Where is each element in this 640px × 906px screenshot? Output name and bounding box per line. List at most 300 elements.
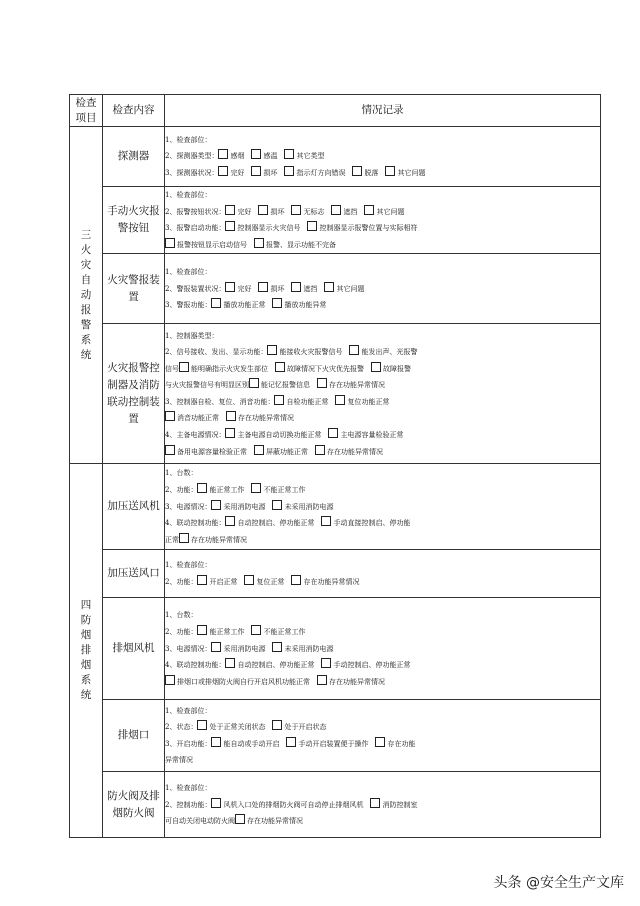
checkbox-square-icon[interactable]	[258, 205, 268, 215]
record-line	[165, 515, 600, 532]
record-line	[165, 657, 600, 674]
record-cell	[165, 550, 601, 598]
record-line	[165, 736, 600, 753]
record-text: 1、检查部位：	[165, 267, 212, 276]
checkbox-square-icon[interactable]	[364, 205, 374, 215]
record-line	[165, 574, 600, 591]
record-cell	[165, 772, 601, 838]
record-text: 2、信号接收、发出、显示功能：	[165, 348, 268, 357]
option-label: 复位正常	[256, 577, 285, 586]
record-text: 异常情况	[165, 756, 193, 765]
record-text: 2、状态：	[165, 723, 198, 732]
option-label: 风机入口处的排烟防火阀可自动停止排烟风机	[223, 800, 364, 809]
checkbox-option[interactable]	[275, 365, 364, 373]
record-line	[165, 132, 600, 149]
checkbox-option[interactable]	[317, 381, 385, 389]
record-text: 2、功能：	[165, 485, 198, 494]
inspection-item-name: 防火阀及排烟防火阀	[103, 772, 165, 838]
option-label: 报警、显示功能不完备	[266, 240, 336, 249]
option-label: 报警按钮显示启动信号	[177, 240, 247, 249]
checkbox-square-icon[interactable]	[335, 395, 345, 405]
checkbox-square-icon[interactable]	[317, 675, 327, 685]
record-text: 3、报警启动功能：	[165, 224, 226, 233]
option-label: 能正常工作	[209, 627, 245, 636]
checkbox-square-icon[interactable]	[225, 428, 235, 438]
table-row	[70, 598, 601, 700]
checkbox-option[interactable]	[225, 519, 314, 527]
checkbox-square-icon[interactable]	[225, 516, 235, 526]
record-text: 3、电源情况：	[165, 502, 212, 511]
option-label: 遮挡	[303, 284, 318, 293]
checkbox-option[interactable]	[315, 448, 383, 456]
option-label: 损坏	[270, 284, 285, 293]
checkbox-square-icon[interactable]	[272, 298, 282, 308]
checkbox-option[interactable]	[254, 448, 308, 456]
record-line	[165, 410, 600, 427]
checkbox-option[interactable]	[165, 414, 219, 422]
checkbox-square-icon[interactable]	[286, 737, 296, 747]
inspection-record-table	[69, 94, 601, 838]
checkbox-square-icon[interactable]	[218, 149, 228, 159]
checkbox-option[interactable]	[291, 578, 359, 586]
checkbox-square-icon[interactable]	[165, 411, 175, 421]
checkbox-option[interactable]	[272, 723, 326, 731]
checkbox-square-icon[interactable]	[226, 411, 236, 421]
option-label: 手动控制启、停功能正常	[333, 661, 411, 670]
checkbox-square-icon[interactable]	[197, 483, 207, 493]
checkbox-square-icon[interactable]	[251, 149, 261, 159]
checkbox-option[interactable]	[235, 817, 303, 825]
checkbox-square-icon[interactable]	[272, 720, 282, 730]
checkbox-square-icon[interactable]	[165, 675, 175, 685]
option-label: 存在功能异常情况	[329, 677, 385, 686]
checkbox-square-icon[interactable]	[349, 345, 359, 355]
record-cell	[165, 464, 601, 550]
checkbox-option[interactable]	[251, 628, 305, 636]
checkbox-option[interactable]	[267, 348, 342, 356]
checkbox-square-icon[interactable]	[244, 575, 254, 585]
checkbox-option[interactable]	[291, 285, 317, 293]
checkbox-option[interactable]	[317, 678, 385, 686]
checkbox-square-icon[interactable]	[254, 445, 264, 455]
record-text: 可自动关闭电动防火阀	[165, 817, 235, 826]
checkbox-square-icon[interactable]	[284, 166, 294, 176]
inspection-item-name: 加压送风机	[103, 464, 165, 550]
record-line	[165, 281, 600, 298]
checkbox-square-icon[interactable]	[211, 500, 221, 510]
option-label: 损坏	[263, 168, 278, 177]
record-text: 1、台数：	[165, 611, 198, 620]
option-label: 未采用消防电源	[284, 502, 334, 511]
checkbox-option[interactable]	[211, 503, 265, 511]
checkbox-square-icon[interactable]	[375, 737, 385, 747]
checkbox-option[interactable]	[364, 208, 404, 216]
checkbox-square-icon[interactable]	[251, 625, 261, 635]
record-line	[165, 377, 600, 394]
checkbox-square-icon[interactable]	[272, 642, 282, 652]
checkbox-square-icon[interactable]	[165, 445, 175, 455]
checkbox-option[interactable]	[335, 398, 389, 406]
checkbox-square-icon[interactable]	[165, 238, 175, 248]
inspection-item-name: 手动火灾报警按钮	[103, 187, 165, 254]
checkbox-square-icon[interactable]	[370, 798, 380, 808]
checkbox-option[interactable]	[284, 152, 324, 160]
record-line	[165, 297, 600, 314]
record-line	[165, 148, 600, 165]
record-line	[165, 237, 600, 254]
record-line	[165, 674, 600, 691]
checkbox-square-icon[interactable]	[249, 378, 259, 388]
checkbox-square-icon[interactable]	[275, 362, 285, 372]
checkbox-option[interactable]	[225, 285, 251, 293]
option-label: 其它问题	[336, 284, 365, 293]
checkbox-square-icon[interactable]	[197, 625, 207, 635]
option-label: 完好	[230, 168, 245, 177]
option-label: 存在功能异常情况	[247, 817, 303, 826]
table-row	[70, 254, 601, 324]
record-text: 2、探测器类型：	[165, 152, 219, 161]
record-line	[165, 465, 600, 482]
option-label: 完好	[237, 207, 252, 216]
record-line	[165, 204, 600, 221]
inspection-item-name: 火灾报警控制器及消防联动控制装置	[103, 324, 165, 464]
option-label: 损坏	[270, 207, 285, 216]
record-line	[165, 780, 600, 797]
checkbox-square-icon[interactable]	[235, 814, 245, 824]
record-text: 2、控制功能：	[165, 800, 212, 809]
header-status-record: 情况记录	[165, 95, 601, 127]
table-row	[70, 187, 601, 254]
option-label: 自检功能正常	[286, 397, 329, 406]
checkbox-square-icon[interactable]	[197, 575, 207, 585]
checkbox-square-icon[interactable]	[267, 345, 277, 355]
category-name: 三火灾自动报警系统	[80, 228, 92, 361]
checkbox-option[interactable]	[226, 414, 294, 422]
checkbox-option[interactable]	[218, 152, 244, 160]
checkbox-square-icon[interactable]	[179, 533, 189, 543]
checkbox-option[interactable]	[244, 578, 284, 586]
record-text: 1、控制器类型：	[165, 331, 219, 340]
option-label: 能记忆报警信息	[261, 381, 310, 390]
checkbox-option[interactable]	[211, 740, 279, 748]
option-label: 指示灯方向错误	[296, 168, 346, 177]
checkbox-square-icon[interactable]	[284, 149, 294, 159]
table-row	[70, 550, 601, 598]
option-label: 存在功能异常情况	[191, 535, 247, 544]
inspection-item-name: 火灾警报装 置	[103, 254, 165, 324]
checkbox-option[interactable]	[272, 301, 326, 309]
option-label: 故障情况下火灾优先报警	[287, 364, 364, 373]
checkbox-option[interactable]	[225, 224, 300, 232]
checkbox-option[interactable]	[225, 661, 314, 669]
checkbox-option[interactable]	[321, 661, 410, 669]
checkbox-square-icon[interactable]	[291, 205, 301, 215]
checkbox-option[interactable]	[165, 448, 247, 456]
checkbox-option[interactable]	[249, 381, 310, 389]
checkbox-option[interactable]	[370, 801, 417, 809]
checkbox-option[interactable]	[291, 208, 324, 216]
checkbox-square-icon[interactable]	[251, 483, 261, 493]
option-label: 遮挡	[343, 207, 358, 216]
checkbox-option[interactable]	[251, 152, 277, 160]
table-row	[70, 127, 601, 187]
category-cell	[70, 464, 103, 838]
record-line	[165, 344, 600, 361]
checkbox-square-icon[interactable]	[328, 428, 338, 438]
record-line	[165, 328, 600, 345]
checkbox-square-icon[interactable]	[321, 658, 331, 668]
checkbox-square-icon[interactable]	[258, 282, 268, 292]
record-line	[165, 499, 600, 516]
record-line	[165, 482, 600, 499]
record-cell	[165, 254, 601, 324]
record-text: 1、检查部位：	[165, 783, 212, 792]
checkbox-option[interactable]	[211, 801, 363, 809]
table-row	[70, 464, 601, 550]
option-label: 能正常工作	[209, 485, 245, 494]
checkbox-option[interactable]	[321, 519, 410, 527]
record-text: 1、检查部位：	[165, 135, 212, 144]
record-line	[165, 427, 600, 444]
option-label: 采用消防电源	[223, 502, 266, 511]
option-label: 未采用消防电源	[284, 644, 334, 653]
checkbox-square-icon[interactable]	[254, 238, 264, 248]
option-label: 处于正常关闭状态	[209, 723, 266, 732]
checkbox-option[interactable]	[165, 678, 310, 686]
record-text: 2、功能：	[165, 577, 198, 586]
checkbox-square-icon[interactable]	[211, 737, 221, 747]
option-label: 存在功能异常情况	[327, 447, 383, 456]
option-label: 手动开启装置便于操作	[298, 739, 369, 748]
record-text: 3、控制器自检、复位、消音功能：	[165, 397, 275, 406]
record-line	[165, 813, 600, 830]
checkbox-square-icon[interactable]	[291, 282, 301, 292]
checkbox-option[interactable]	[251, 169, 277, 177]
checkbox-option[interactable]	[272, 645, 333, 653]
checkbox-square-icon[interactable]	[179, 362, 189, 372]
checkbox-option[interactable]	[385, 169, 425, 177]
record-text: 3、警报功能：	[165, 301, 212, 310]
checkbox-square-icon[interactable]	[274, 395, 284, 405]
option-label: 采用消防电源	[223, 644, 266, 653]
option-label: 排烟口或排烟防火阀自行开启风机功能正常	[177, 677, 310, 686]
checkbox-option[interactable]	[286, 740, 368, 748]
option-label: 能接收火灾报警信号	[279, 348, 343, 357]
record-cell	[165, 187, 601, 254]
option-label: 主备电源自动切换功能正常	[237, 431, 322, 440]
option-label: 脱落	[364, 168, 379, 177]
checkbox-square-icon[interactable]	[211, 798, 221, 808]
checkbox-square-icon[interactable]	[225, 221, 235, 231]
inspection-item-name: 探测器	[103, 127, 165, 187]
record-text: 3、探测器状况：	[165, 168, 219, 177]
option-label: 自动控制启、停功能正常	[237, 519, 315, 528]
checkbox-square-icon[interactable]	[385, 166, 395, 176]
record-line	[165, 220, 600, 237]
record-line	[165, 641, 600, 658]
checkbox-square-icon[interactable]	[211, 298, 221, 308]
checkbox-option[interactable]	[284, 169, 345, 177]
checkbox-square-icon[interactable]	[317, 378, 327, 388]
checkbox-option[interactable]	[349, 348, 417, 356]
record-line	[165, 394, 600, 411]
checkbox-square-icon[interactable]	[324, 282, 334, 292]
checkbox-option[interactable]	[179, 365, 268, 373]
record-line	[165, 361, 600, 378]
option-label: 故障报警	[383, 364, 411, 373]
checkbox-option[interactable]	[371, 365, 411, 373]
record-text: 4、联动控制功能：	[165, 519, 226, 528]
checkbox-square-icon[interactable]	[218, 166, 228, 176]
checkbox-square-icon[interactable]	[251, 166, 261, 176]
option-label: 播放功能正常	[223, 301, 266, 310]
checkbox-option[interactable]	[258, 285, 284, 293]
checkbox-option[interactable]	[352, 169, 378, 177]
checkbox-option[interactable]	[197, 628, 244, 636]
option-label: 控制器显示火灾信号	[237, 224, 301, 233]
header-inspection-content: 检查内容	[103, 95, 165, 127]
option-label: 完好	[237, 284, 252, 293]
table-row	[70, 772, 601, 838]
category-name: 四防烟排烟系统	[80, 599, 92, 702]
record-text: 2、报警按钮状况：	[165, 207, 226, 216]
record-cell	[165, 324, 601, 464]
checkbox-option[interactable]	[331, 208, 357, 216]
option-label: 存在功能异常情况	[238, 414, 294, 423]
record-line	[165, 624, 600, 641]
record-text: 1、检查部位：	[165, 561, 212, 570]
table-header-row	[70, 95, 601, 127]
record-line	[165, 444, 600, 461]
record-text: 4、主备电源情况：	[165, 431, 226, 440]
option-label: 存在功能异常情况	[303, 577, 360, 586]
option-label: 手动直接控制启、停功能	[333, 519, 411, 528]
checkbox-option[interactable]	[225, 208, 251, 216]
record-line	[165, 264, 600, 281]
checkbox-option[interactable]	[272, 503, 333, 511]
option-label: 复位功能正常	[347, 397, 390, 406]
inspection-item-name: 排烟口	[103, 700, 165, 772]
checkbox-option[interactable]	[179, 536, 247, 544]
option-label: 无标志	[303, 207, 325, 216]
option-label: 其它问题	[376, 207, 405, 216]
record-line	[165, 797, 600, 814]
record-line	[165, 187, 600, 204]
option-label: 能自动或手动开启	[223, 739, 280, 748]
checkbox-option[interactable]	[375, 740, 415, 748]
option-label: 其它问题	[397, 168, 426, 177]
checkbox-option[interactable]	[211, 301, 265, 309]
checkbox-square-icon[interactable]	[197, 720, 207, 730]
record-line	[165, 607, 600, 624]
checkbox-option[interactable]	[197, 578, 237, 586]
checkbox-option[interactable]	[165, 241, 247, 249]
option-label: 控制器显示报警位置与实际相符	[319, 224, 418, 233]
option-label: 自动控制启、停功能正常	[237, 661, 315, 670]
category-cell	[70, 127, 103, 464]
checkbox-option[interactable]	[211, 645, 265, 653]
record-text: 2、功能：	[165, 627, 198, 636]
record-line	[165, 719, 600, 736]
option-label: 播放功能异常	[284, 301, 327, 310]
inspection-item-name: 加压送风口	[103, 550, 165, 598]
option-label: 消防控制室	[382, 800, 418, 809]
option-label: 主电源容量检验正常	[340, 431, 404, 440]
option-label: 存在功能	[387, 739, 416, 748]
record-text: 2、警报装置状况：	[165, 284, 226, 293]
record-text: 3、电源情况：	[165, 644, 212, 653]
checkbox-option[interactable]	[197, 486, 244, 494]
record-cell	[165, 127, 601, 187]
option-label: 能发出声、光报警	[361, 348, 418, 357]
option-label: 感烟	[230, 152, 245, 161]
checkbox-square-icon[interactable]	[272, 500, 282, 510]
checkbox-option[interactable]	[197, 723, 265, 731]
option-label: 存在功能异常情况	[329, 381, 385, 390]
checkbox-option[interactable]	[324, 285, 364, 293]
checkbox-option[interactable]	[258, 208, 284, 216]
checkbox-square-icon[interactable]	[225, 658, 235, 668]
checkbox-square-icon[interactable]	[211, 642, 221, 652]
option-label: 处于开启状态	[284, 723, 327, 732]
record-text: 信号	[165, 364, 179, 373]
option-label: 其它类型	[296, 152, 325, 161]
checkbox-square-icon[interactable]	[225, 282, 235, 292]
option-label: 不能正常工作	[263, 485, 306, 494]
checkbox-square-icon[interactable]	[321, 516, 331, 526]
option-label: 屏蔽功能正常	[266, 447, 308, 456]
checkbox-option[interactable]	[251, 486, 305, 494]
checkbox-option[interactable]	[218, 169, 244, 177]
record-cell	[165, 700, 601, 772]
checkbox-option[interactable]	[274, 398, 328, 406]
option-label: 备用电源容量检验正常	[177, 447, 247, 456]
record-text: 1、检查部位：	[165, 191, 212, 199]
option-label: 不能正常工作	[263, 627, 306, 636]
inspection-item-name: 排烟风机	[103, 598, 165, 700]
checkbox-option[interactable]	[225, 431, 321, 439]
option-label: 能明确指示火灾发生部位	[191, 364, 268, 373]
record-line	[165, 532, 600, 549]
checkbox-square-icon[interactable]	[307, 221, 317, 231]
record-cell	[165, 598, 601, 700]
table-row	[70, 324, 601, 464]
table-row	[70, 700, 601, 772]
record-line	[165, 165, 600, 182]
record-text: 正常	[165, 535, 179, 544]
record-line	[165, 557, 600, 574]
option-label: 感温	[263, 152, 278, 161]
record-text: 1、检查部位：	[165, 706, 212, 715]
checkbox-option[interactable]	[328, 431, 403, 439]
watermark: 头条 @安全生产文库	[493, 875, 624, 891]
checkbox-option[interactable]	[254, 241, 336, 249]
checkbox-square-icon[interactable]	[352, 166, 362, 176]
record-line	[165, 752, 600, 769]
record-text: 1、台数：	[165, 469, 198, 478]
checkbox-square-icon[interactable]	[225, 205, 235, 215]
checkbox-square-icon[interactable]	[291, 575, 301, 585]
checkbox-square-icon[interactable]	[315, 445, 325, 455]
record-text: 4、联动控制功能：	[165, 661, 226, 670]
checkbox-square-icon[interactable]	[331, 205, 341, 215]
checkbox-option[interactable]	[307, 224, 417, 232]
record-text: 3、开启功能：	[165, 739, 212, 748]
header-inspection-item: 检查项目	[70, 95, 103, 127]
option-label: 消音功能正常	[177, 414, 219, 423]
option-label: 开启正常	[209, 577, 238, 586]
checkbox-square-icon[interactable]	[371, 362, 381, 372]
